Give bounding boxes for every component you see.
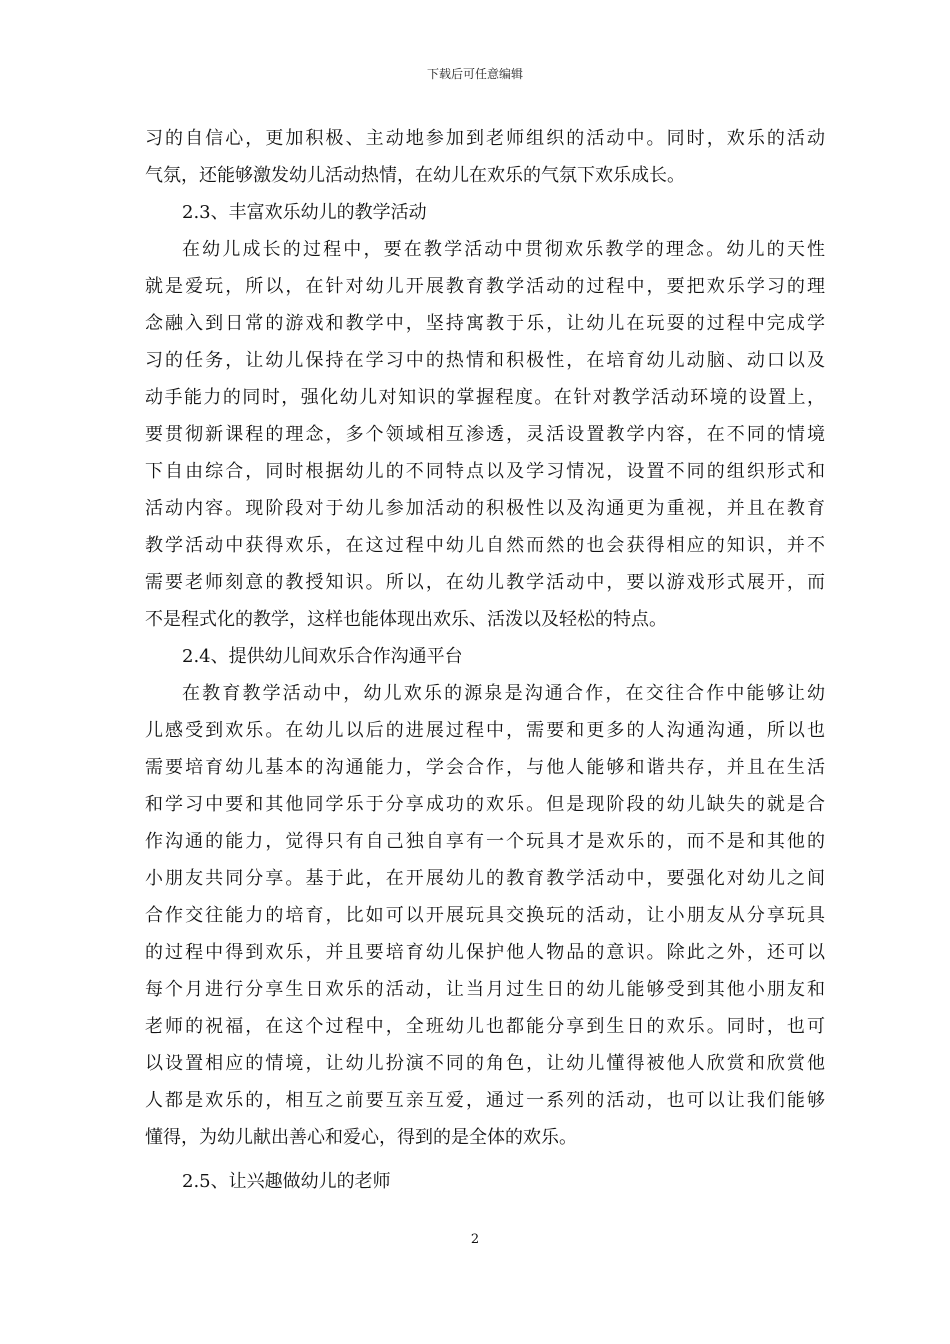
body-line: 儿感受到欢乐。在幼儿以后的进展过程中，需要和更多的人沟通沟通，所以也 — [145, 720, 825, 741]
section-heading-2-5: 2.5、让兴趣做幼儿的老师 — [182, 1171, 391, 1192]
body-line: 要贯彻新课程的理念，多个领域相互渗透，灵活设置教学内容，在不同的情境 — [145, 424, 825, 445]
body-line: 和学习中要和其他同学乐于分享成功的欢乐。但是现阶段的幼儿缺失的就是合 — [145, 794, 825, 815]
body-line: 气氛，还能够激发幼儿活动热情，在幼儿在欢乐的气氛下欢乐成长。 — [145, 165, 685, 186]
body-line: 每个月进行分享生日欢乐的活动，让当月过生日的幼儿能够受到其他小朋友和 — [145, 979, 825, 1000]
body-line: 作沟通的能力，觉得只有自己独自享有一个玩具才是欢乐的，而不是和其他的 — [145, 831, 825, 852]
body-line: 动手能力的同时，强化幼儿对知识的掌握程度。在针对教学活动环境的设置上， — [145, 387, 825, 408]
body-line: 人都是欢乐的，相互之前要互亲互爱，通过一系列的活动，也可以让我们能够 — [145, 1090, 825, 1111]
body-line: 就是爱玩，所以，在针对幼儿开展教育教学活动的过程中，要把欢乐学习的理 — [145, 276, 825, 297]
body-line: 念融入到日常的游戏和教学中，坚持寓教于乐，让幼儿在玩耍的过程中完成学 — [145, 313, 825, 334]
page-number: 2 — [470, 1232, 480, 1247]
paragraph-first-line: 在幼儿成长的过程中，要在教学活动中贯彻欢乐教学的理念。幼儿的天性 — [182, 239, 825, 260]
body-line: 不是程式化的教学，这样也能体现出欢乐、活泼以及轻松的特点。 — [145, 609, 667, 630]
body-line: 老师的祝福，在这个过程中，全班幼儿也都能分享到生日的欢乐。同时，也可 — [145, 1016, 825, 1037]
body-line: 懂得，为幼儿献出善心和爱心，得到的是全体的欢乐。 — [145, 1127, 577, 1148]
body-line: 习的任务，让幼儿保持在学习中的热情和积极性，在培育幼儿动脑、动口以及 — [145, 350, 825, 371]
body-line: 小朋友共同分享。基于此，在开展幼儿的教育教学活动中，要强化对幼儿之间 — [145, 868, 825, 889]
page-header-note: 下载后可任意编辑 — [426, 67, 523, 81]
body-line: 的过程中得到欢乐，并且要培育幼儿保护他人物品的意识。除此之外，还可以 — [145, 942, 825, 963]
section-heading-2-3: 2.3、丰富欢乐幼儿的教学活动 — [182, 202, 427, 223]
body-line: 教学活动中获得欢乐，在这过程中幼儿自然而然的也会获得相应的知识，并不 — [145, 535, 825, 556]
paragraph-first-line: 在教育教学活动中，幼儿欢乐的源泉是沟通合作，在交往合作中能够让幼 — [182, 683, 825, 704]
body-line: 以设置相应的情境，让幼儿扮演不同的角色，让幼儿懂得被他人欣赏和欣赏他 — [145, 1053, 825, 1074]
body-line: 需要培育幼儿基本的沟通能力，学会合作，与他人能够和谐共存，并且在生活 — [145, 757, 825, 778]
body-line: 习的自信心，更加积极、主动地参加到老师组织的活动中。同时，欢乐的活动 — [145, 128, 825, 149]
body-line: 需要老师刻意的教授知识。所以，在幼儿教学活动中，要以游戏形式展开，而 — [145, 572, 825, 593]
body-line: 下自由综合，同时根据幼儿的不同特点以及学习情况，设置不同的组织形式和 — [145, 461, 825, 482]
body-line: 合作交往能力的培育，比如可以开展玩具交换玩的活动，让小朋友从分享玩具 — [145, 905, 825, 926]
body-line: 活动内容。现阶段对于幼儿参加活动的积极性以及沟通更为重视，并且在教育 — [145, 498, 825, 519]
section-heading-2-4: 2.4、提供幼儿间欢乐合作沟通平台 — [182, 646, 463, 667]
